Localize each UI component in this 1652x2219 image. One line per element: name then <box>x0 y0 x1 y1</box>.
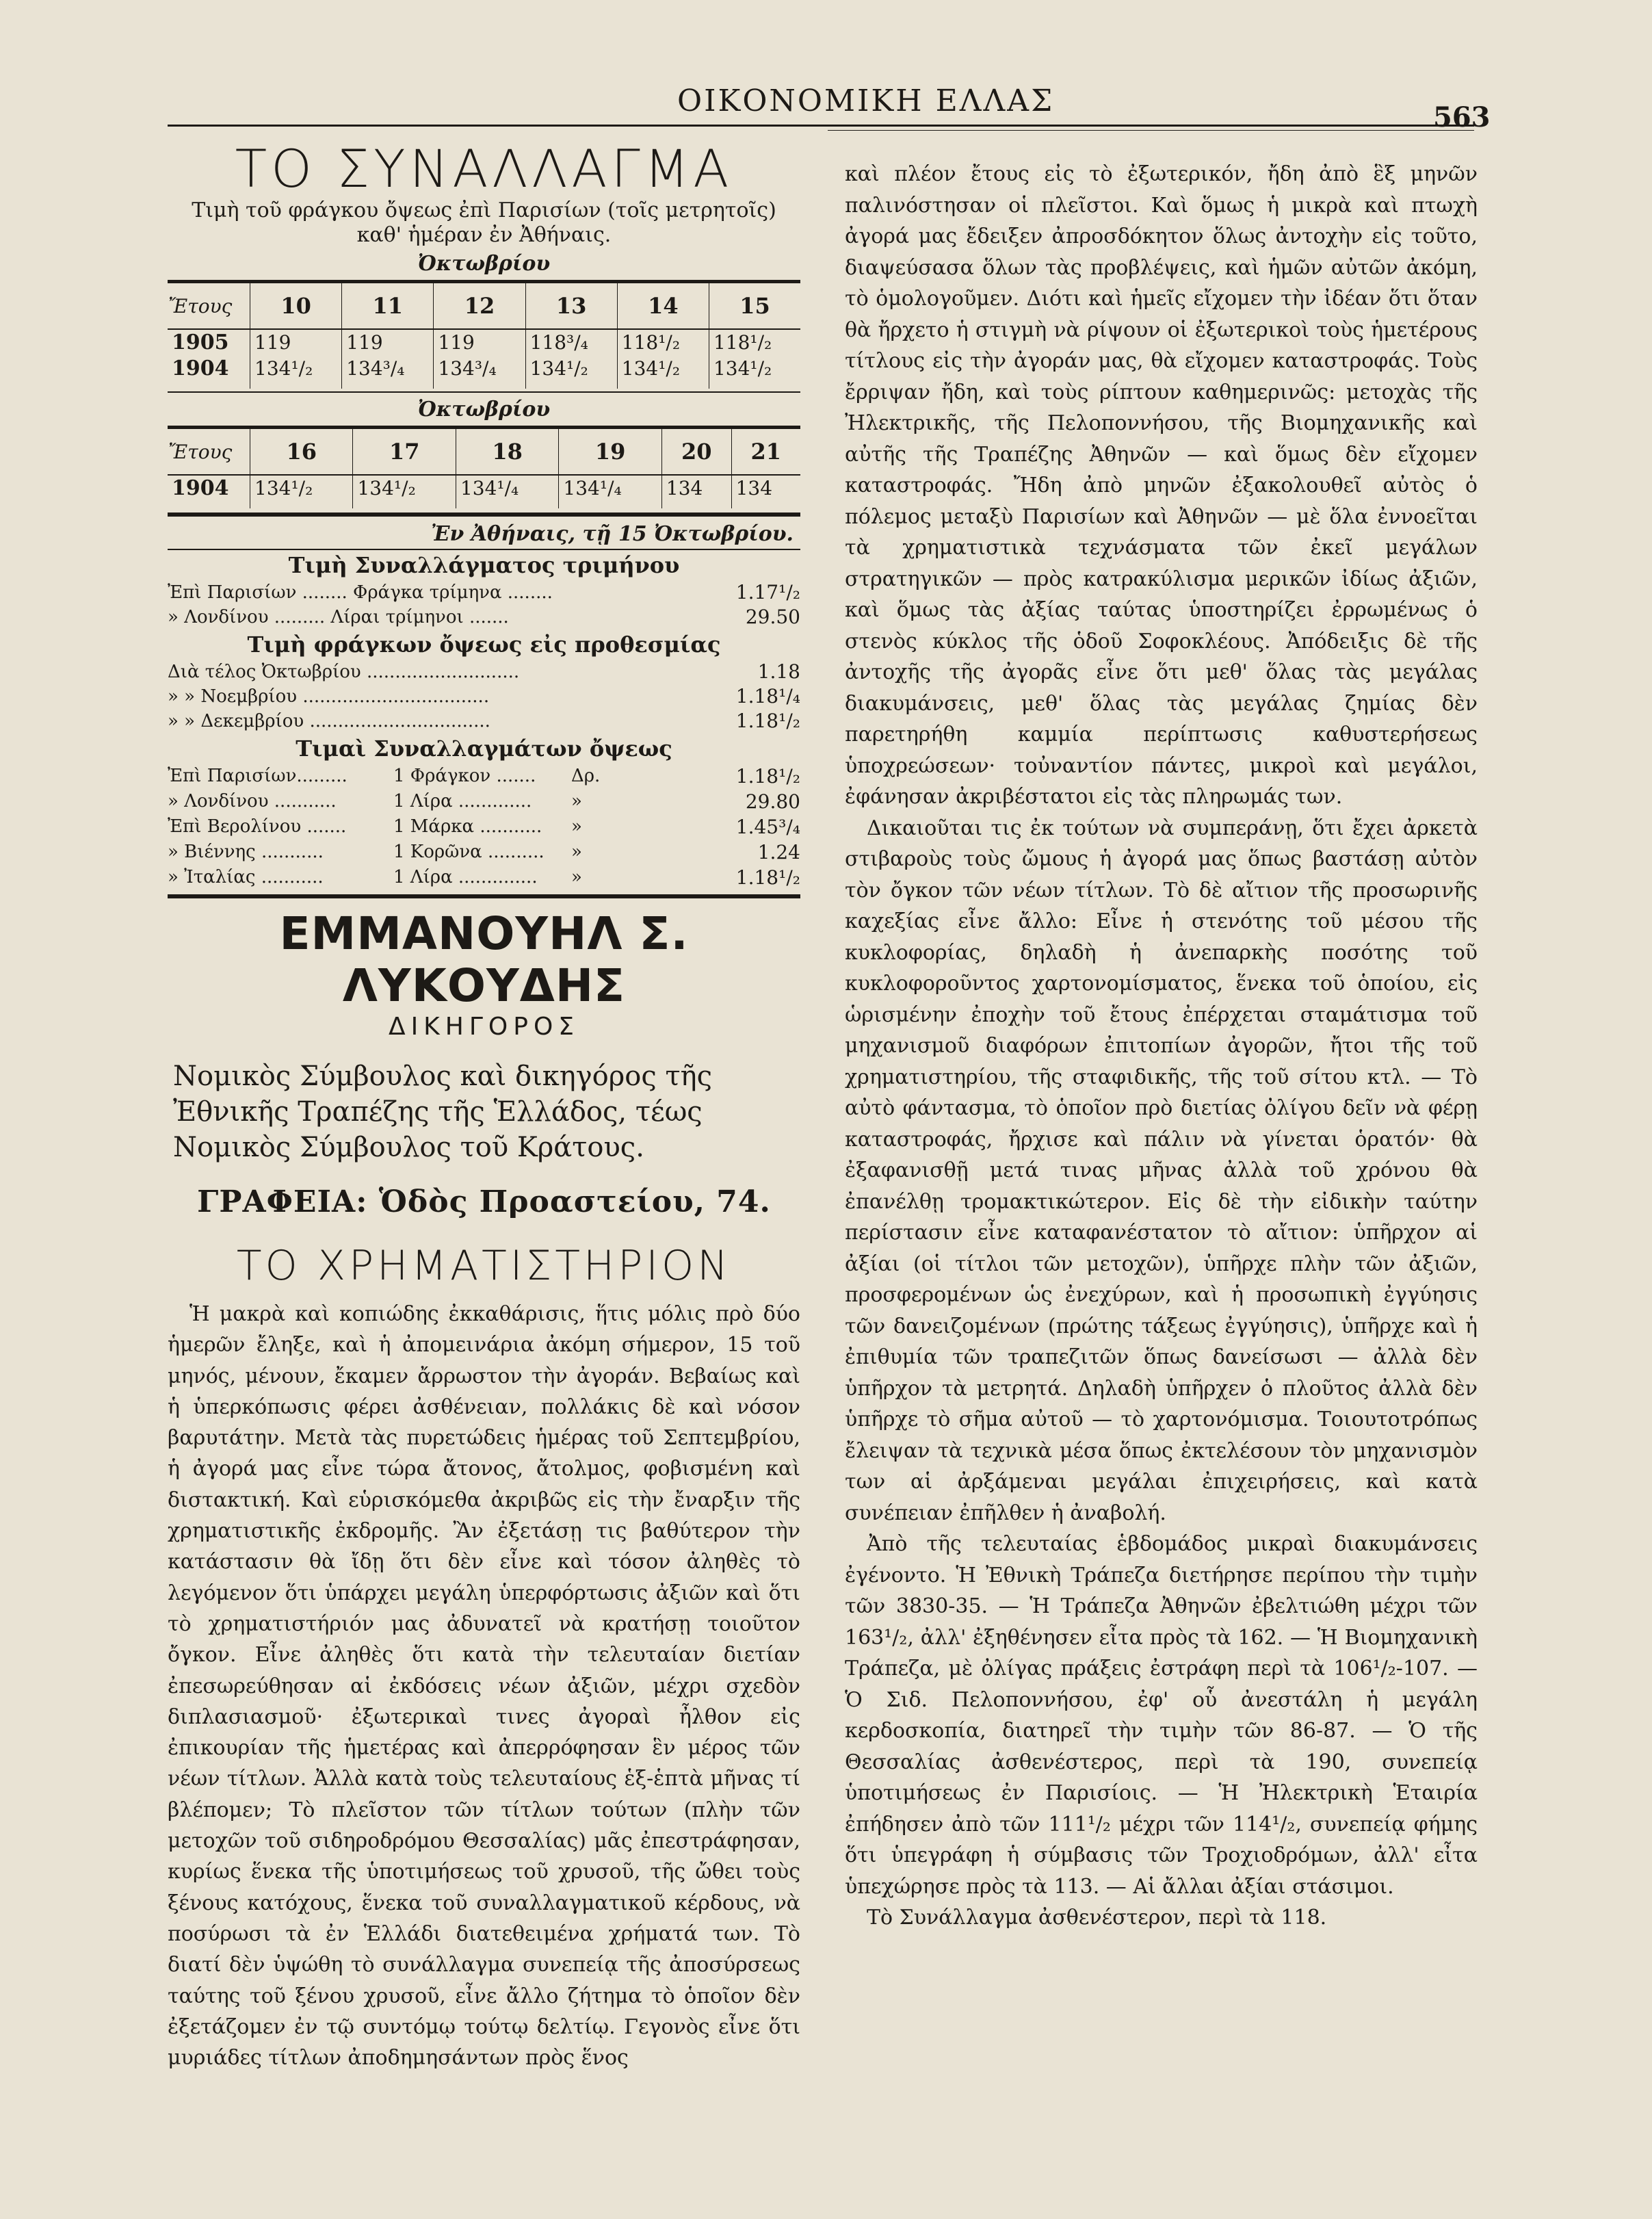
running-header <box>0 77 1652 131</box>
divider <box>168 549 800 550</box>
day-header: 18 <box>456 428 558 476</box>
paragraph: Τὸ Συνάλλαγμα ἀσθενέστερον, περὶ τὰ 118. <box>867 1906 1327 1930</box>
rate-cell: 119 <box>342 329 434 356</box>
paragraph: Ἡ μακρὰ καὶ κοπιώδης ἐκκαθάρισις, ἥτις μόλις πρὸ δύο ἡμερῶν ἔληξε, καὶ ἡ ἀπομεινάρια ἀκόμη σήμερον, 15 τοῦ μηνός, μένουν, ἔκαμεν ἄρρωστον τὴν ἀγοράν. Βεβαίως καὶ ἡ ὑπερκόπωσις φέρει ἀσθένειαν, πολλάκις δὲ καὶ νόσον βαρυτάτην. Μετὰ τὰς πυρετώδεις ἡμέρας τοῦ Σεπτεμβρίου, ἡ ἀγορά μας εἶνε τώρα ἄτονος, ἄτολμος, φοβισμένη καὶ διστακτική. Καὶ εὑρισκόμεθα ἀκριβῶς εἰς τὴν ἔναρξιν τῆς χρηματιστικῆς ἐκδρομῆς. Ἂν ἐξετάσῃ τις βαθύτερον τὴν κατάστασιν θὰ ἴδῃ ὅτι δὲν εἶνε καὶ τόσον ἀληθὲς τὸ λεγόμενον ὅτι ὑπάρχει μεγάλη ὑπερφόρτωσις ἀξιῶν καὶ ὅτι τὸ χρηματιστήριόν μας ἀδυνατεῖ νὰ κρατήσῃ τοιοῦτον ὄγκον. Εἶνε ἀληθὲς ὅτι κατὰ τὴν τελευταίαν διετίαν ἐπεσωρεύθησαν αἱ ἐκδόσεις νέων ἀξιῶν, μέχρι σχεδὸν διπλασιασμοῦ· ἐξωτερικαὶ τινες ἀγοραὶ ἦλθον εἰς ἐπικουρίαν τῆς ἡμετέρας καὶ ἀπερρόφησαν ἓν μέρος τῶν νέων τίτλων. Ἀλλὰ κατὰ τοὺς τελευταίους ἑξ-ἑπτὰ μῆνας τί βλέπομεν; Τὸ πλεῖστον τῶν τίτλων τούτων (πλὴν τῶν μετοχῶν τοῦ σιδηροδρόμου Θεσσαλίας) μᾶς ἐπεστράφησαν, κυρίως ἕνεκα τῆς ὑποτιμήσεως τοῦ χρυσοῦ, τῆς ὤθει τοὺς ξένους κατόχους, ἕνεκα τοῦ συναλλαγματικοῦ κέρδους, νὰ ποσύρωσι τὰ ἐν Ἑλλάδι διατεθειμένα χρήματά των. Τὸ διατί δὲν ὑψώθη τὸ συνάλλαγμα συνεπείᾳ τῆς ἀποσύρσεως ταύτης τοῦ ξένου χρυσοῦ, εἶνε ἄλλο ζήτημα τὸ ὁποῖον δὲν ἐξετάζομεν ἐν τῷ συντόμῳ τούτῳ δελτίῳ. Γεγονὸς εἶνε ὅτι μυριάδες τίτλων ἀποδημησάντων πρὸς ἕνος <box>168 1302 800 2071</box>
rate-cell: 134¹/₂ <box>617 356 709 389</box>
day-header: 12 <box>434 282 525 330</box>
ad-text: Νομικὸς Σύμβουλος καὶ δικηγόρος τῆς Ἐθνικῆς Τραπέζης τῆς Ἑλλάδος, τέως Νομικὸς Σύμβουλος τοῦ Κράτους. <box>173 1061 712 1163</box>
list-item <box>168 660 800 684</box>
year-cell: 1904 <box>172 356 229 380</box>
ad-name: ΕΜΜΑΝΟΥΗΛ Σ. ΛΥΚΟΥΔΗΣ <box>279 907 689 1012</box>
prefix: » <box>571 842 582 862</box>
rate-label: » » Νοεμβρίου ................................. <box>168 686 490 707</box>
place-date: Ἐν Ἀθήναις, τῇ 15 Ὀκτωβρίου. <box>431 522 794 546</box>
rate-value: 1.18¹/₂ <box>735 765 800 788</box>
rate-value: 1.45³/₄ <box>735 816 800 838</box>
divider <box>168 894 800 898</box>
day-header: 17 <box>353 428 456 476</box>
rate-cell: 134³/₄ <box>434 356 525 389</box>
rate-value: 1.18 <box>757 660 800 683</box>
rates-table-1 <box>168 280 800 389</box>
day-header: 10 <box>250 282 342 330</box>
day-header: 14 <box>617 282 709 330</box>
rate-cell: 134¹/₂ <box>250 356 342 389</box>
list-item <box>168 814 800 840</box>
unit: 1 Φράγκον ....... <box>393 766 536 786</box>
list-item <box>168 580 800 605</box>
list-item <box>168 865 800 890</box>
list-item <box>168 709 800 734</box>
ad-profession: ΔΙΚΗΓΟΡΟΣ <box>388 1013 580 1041</box>
day-header: 20 <box>661 428 731 476</box>
rate-cell: 134¹/₂ <box>709 356 800 389</box>
exchange-subtitle-1: Τιμὴ τοῦ φράγκου ὄψεως ἐπὶ Παρισίων (τοῖς μετρητοῖς) <box>192 198 776 222</box>
prefix: » <box>571 791 582 812</box>
divider <box>168 391 800 393</box>
rate-value: 29.50 <box>745 606 800 628</box>
list-item <box>168 764 800 789</box>
rate-cell: 134¹/₄ <box>456 475 558 508</box>
bourse-title: ΤΟ ΧΡΗΜΑΤΙΣΤΗΡΙΟΝ <box>236 1242 732 1290</box>
unit: 1 Λίρα ............. <box>393 791 532 812</box>
city: Ἐπὶ Παρισίων......... <box>168 766 348 786</box>
exchange-title: ΤΟ ΣΥΝΑΛΛΑΓΜΑ <box>235 140 733 199</box>
journal-title: ΟΙΚΟΝΟΜΙΚΗ ΕΛΛΑΣ <box>677 83 1055 118</box>
page-number: 563 <box>1433 101 1491 133</box>
year-header: Ἔτους <box>168 428 250 476</box>
month-caption-1: Ὀκτωβρίου <box>417 252 551 276</box>
unit: 1 Κορῶνα .......... <box>393 842 545 862</box>
city: » Λονδίνου ........... <box>168 791 337 812</box>
prefix: Δρ. <box>571 766 601 786</box>
year-cell: 1904 <box>172 476 229 500</box>
rate-value: 1.17¹/₂ <box>735 581 800 604</box>
day-header: 21 <box>731 428 800 476</box>
rate-cell: 134¹/₂ <box>250 475 353 508</box>
rates-table-2 <box>168 426 800 508</box>
rate-label: Διὰ τέλος Ὀκτωβρίου ........................... <box>168 662 520 682</box>
rate-value: 1.18¹/₂ <box>735 710 800 732</box>
prefix: » <box>571 816 582 837</box>
rate-cell: 134¹/₂ <box>353 475 456 508</box>
rate-cell: 134³/₄ <box>342 356 434 389</box>
list-item <box>168 605 800 630</box>
rate-cell: 134 <box>661 475 731 508</box>
rate-value: 1.24 <box>757 841 800 864</box>
ad-office: ΓΡΑΦΕΙΑ: Ὁδὸς Προαστείου, 74. <box>197 1184 771 1219</box>
day-header: 16 <box>250 428 353 476</box>
rate-cell: 134 <box>731 475 800 508</box>
day-header: 19 <box>559 428 661 476</box>
right-column <box>845 159 1478 2198</box>
lawyer-advertisement <box>168 908 800 1219</box>
unit: 1 Μάρκα ........... <box>393 816 542 837</box>
sight-heading: Τιμαὶ Συναλλαγμάτων ὄψεως <box>296 736 672 762</box>
header-rule <box>168 125 1474 127</box>
rate-cell: 118¹/₂ <box>709 329 800 356</box>
table-row <box>168 356 800 389</box>
table-row <box>168 475 800 508</box>
left-column <box>168 140 800 2193</box>
rate-value: 1.18¹/₂ <box>735 866 800 889</box>
city: » Ἰταλίας ........... <box>168 867 324 887</box>
rate-cell: 118¹/₂ <box>617 329 709 356</box>
prefix: » <box>571 867 582 887</box>
month-caption-2: Ὀκτωβρίου <box>417 398 551 421</box>
unit: 1 Λίρα .............. <box>393 867 538 887</box>
header-rule-thin <box>828 130 1474 131</box>
exchange-section <box>168 140 800 898</box>
rate-cell: 119 <box>250 329 342 356</box>
rate-label: » » Δεκεμβρίου ................................ <box>168 711 490 731</box>
list-item <box>168 789 800 814</box>
rate-label: Ἐπὶ Παρισίων ........ Φράγκα τρίμηνα ........ <box>168 582 553 603</box>
rate-cell: 119 <box>434 329 525 356</box>
list-item <box>168 840 800 865</box>
forward-heading: Τιμὴ φράγκων ὄψεως εἰς προθεσμίας <box>247 632 721 658</box>
paragraph: Ἀπὸ τῆς τελευταίας ἑβδομάδος μικραὶ διακυμάνσεις ἐγένοντο. Ἡ Ἐθνικὴ Τράπεζα διετήρησε περίπου τὴν τιμὴν τῶν 3830-35. — Ἡ Τράπεζα Ἀθηνῶν ἐβελτιώθη μέχρι τῶν 163¹/₂, ἀλλ' ἐξηθένησεν εἶτα πρὸς τὰ 162. — Ἡ Βιομηχανικὴ Τράπεζα, μὲ ὀλίγας πράξεις ἐστράφη περὶ τὰ 106¹/₂-107. — Ὁ Σιδ. Πελοποννήσου, ἐφ' οὗ ἀνεστάλη ἡ μεγάλη κερδοσκοπία, διατηρεῖ τὴν τιμὴν τῶν 86-87. — Ὁ τῆς Θεσσαλίας ἀσθενέστερος, περὶ τὰ 190, συνεπείᾳ ὑποτιμήσεως ἐν Παρισίοις. — Ἡ Ἠλεκτρικὴ Ἑταιρία ἐπήδησεν ἀπὸ τῶν 111¹/₂ μέχρι τῶν 114¹/₂, συνεπείᾳ φήμης ὅτι ὑπεγράφη ἡ σύμβασις τῶν Τροχιοδρόμων, ἀλλ' εἶτα ὑπεχώρησε πρὸς τὰ 113. — Αἱ ἄλλαι ἀξίαι στάσιμοι. <box>845 1532 1478 1899</box>
paragraph: Δικαιοῦται τις ἐκ τούτων νὰ συμπεράνῃ, ὅτι ἔχει ἀρκετὰ στιβαροὺς τοὺς ὤμους ἡ ἀγορά μας ὅπως βαστάσῃ αὐτὸν τὸν ὄγκον τῶν νέων τίτλων. Τὸ δὲ αἴτιον τῆς προσωρινῆς καχεξίας εἶνε ἄλλο: Εἶνε ἡ στενότης τοῦ μέσου τῆς κυκλοφορίας, δηλαδὴ ἡ ἀνεπαρκὴς ποσότης τοῦ κυκλοφοροῦντος χαρτονομίσματος, ἕνεκα τοῦ ὁποίου, εἰς ὡρισμένην ἐποχὴν τοῦ ἔτους ἐπέρχεται σταμάτισμα τοῦ μηχανισμοῦ διαφόρων ἐπιτοπίων ἀγορῶν, ἤτοι τῆς τοῦ χρηματιστηρίου, τῆς σταφιδικῆς, τῆς τοῦ σίτου κτλ. — Τὸ αὐτὸ φάντασμα, τὸ ὁποῖον πρὸ διετίας ὀλίγου δεῖν νὰ φέρῃ καταστροφάς, ἤρχισε καὶ πάλιν νὰ γίνεται ὁρατόν· θὰ ἐξαφανισθῇ μετά τινας μῆνας ἀλλὰ τοῦ χρόνου θὰ ἐπανέλθῃ τρομακτικώτερον. Εἰς δὲ τὴν εἰδικὴν ταύτην περίστασιν εἶνε καταφανέστατον τὸ αἴτιον: ὑπῆρχον αἱ ἀξίαι (οἱ τίτλοι τῶν μετοχῶν), ὑπῆρχε πλὴν τῶν ἀξιῶν, προσφερομένων ὡς ἐνεχύρων, καὶ ἡ προσωπικὴ ἐγγύησις τῶν δανειζομένων (πρώτης τάξεως ἐγγύησις), ὑπῆρχε καὶ ἡ ἐπιθυμία τῶν τραπεζιτῶν ὅπως δανείσωσι — ἀλλὰ δὲν ὑπῆρχον τὰ μετρητά. Δηλαδὴ ὑπῆρχεν ὁ πλοῦτος ἀλλὰ δὲν ὑπῆρχε τὸ σῆμα αὐτοῦ — τὸ χαρτονόμισμα. Τοιουτοτρόπως ἔλειψαν τὰ τεχνικὰ μέσα ὅπως ἐκτελέσουν τὸν μηχανισμὸν των αἱ ἀρξάμεναι μεγάλαι ἐπιχειρήσεις, καὶ κατὰ συνέπειαν ἐπῆλθεν ἡ ἀναβολή. <box>845 816 1478 1525</box>
rate-value: 29.80 <box>745 790 800 813</box>
list-item <box>168 684 800 709</box>
city: Ἐπὶ Βερολίνου ....... <box>168 816 347 837</box>
bourse-section <box>168 1240 800 2073</box>
year-cell: 1905 <box>172 330 229 354</box>
table-row <box>168 329 800 356</box>
year-header: Ἔτους <box>168 282 250 330</box>
rate-cell: 134¹/₄ <box>559 475 661 508</box>
paragraph: καὶ πλέον ἔτους εἰς τὸ ἐξωτερικόν, ἤδη ἀπὸ ἓξ μηνῶν παλινόστησαν οἱ πλεῖστοι. Καὶ ὅμως ἡ μικρὰ καὶ πτωχὴ ἀγορά μας ἔδειξεν ἀπροσδόκητον ὅλως ἀντοχὴν εἰς τοῦτο, διαψεύσασα ὅλων τὰς προβλέψεις, καὶ ἡμῶν αὐτῶν ἀκόμη, τὸ ὁμολογοῦμεν. Διότι καὶ ἡμεῖς εἴχομεν τὴν ἰδέαν ὅτι ὅταν θὰ ἤρχετο ἡ στιγμὴ νὰ ρίψουν οἱ ἐξωτερικοὶ τοὺς ἡμετέρους τίτλους εἰς τὴν ἀγοράν μας, θὰ εἴχομεν καταστροφάς. Τοὺς ἔρριψαν ἤδη, καὶ τοὺς ρίπτουν καθημερινῶς: μετοχὰς τῆς Ἠλεκτρικῆς, τῆς Πελοποννήσου, τῆς Βιομηχανικῆς καὶ αὐτῆς τῆς Τραπέζης Ἀθηνῶν — καὶ ὅμως δὲν εἴχομεν καταστροφάς. Ἤδη ἀπὸ μηνῶν ἐξακολουθεῖ αὐτὸς ὁ πόλεμος μεταξὺ Παρισίων καὶ Ἀθηνῶν — μὲ ὅλα ἐννοεῖται τὰ χρηματιστικὰ τεχνάσματα τῶν ἐκεῖ μεγάλων στρατηγικῶν — πρὸς κατρακύλισμα μερικῶν ἰδίως ἀξιῶν, καὶ ὅμως τὰς ἀξίας ταύτας ὑποστηρίζει ἐρρωμένως ὁ στενὸς κύκλος τῆς ὁδοῦ Σοφοκλέους. Ἀπόδειξις δὲ τῆς ἀντοχῆς τῆς ἀγορᾶς εἶνε ὅτι μεθ' ὅλας τὰς μεγάλας διακυμάνσεις, μεθ' ὅλας τὰς μεγάλας ζημίας δὲν παρετηρήθη καμμία περίπτωσις καθυστερήσεως ὑποχρεώσεων· τοὐναντίον πάντες, μικροὶ καὶ μεγάλοι, ἐφάνησαν ἀκριβέστατοι εἰς τὰς πληρωμάς των. <box>845 162 1478 809</box>
rate-label: » Λονδίνου ......... Λίραι τρίμηνοι ....... <box>168 607 509 627</box>
rate-value: 1.18¹/₄ <box>735 685 800 708</box>
three-month-heading: Τιμὴ Συναλλάγματος τριμήνου <box>288 552 680 578</box>
rate-cell: 134¹/₂ <box>525 356 617 389</box>
divider <box>168 512 800 517</box>
exchange-subtitle-2: καθ' ἡμέραν ἐν Ἀθήναις. <box>356 223 612 247</box>
day-header: 15 <box>709 282 800 330</box>
day-header: 11 <box>342 282 434 330</box>
day-header: 13 <box>525 282 617 330</box>
rate-cell: 118³/₄ <box>525 329 617 356</box>
city: » Βιέννης ........... <box>168 842 324 862</box>
